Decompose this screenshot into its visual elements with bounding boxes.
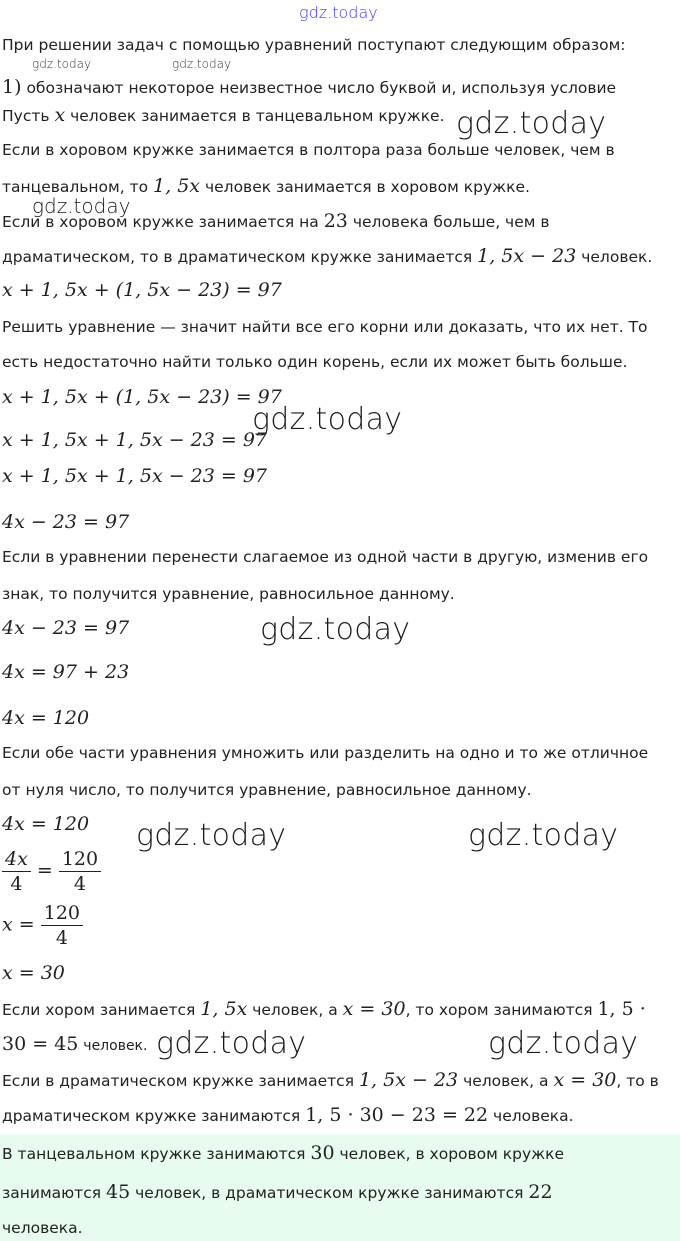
result-choir-line-1 — [2, 998, 646, 1020]
step-1-text: обозначают некоторое неизвестное число буквой и, используя условие — [26, 79, 617, 97]
res-drama-b: человек, а — [463, 1072, 549, 1090]
math-one-five-x: 1, 5x — [153, 175, 201, 197]
move-line-1: Если в уравнении перенести слагаемое из одной части в другую, изменив его — [2, 548, 649, 566]
ans-c: занимаются — [2, 1184, 102, 1202]
math-30: 30 — [310, 1142, 335, 1164]
math-x-eq-30: x = 30 — [342, 998, 406, 1020]
math-drama-expr-2: 1, 5x − 23 — [358, 1069, 459, 1091]
fraction-2-numerator: 120 — [59, 848, 101, 872]
choir-text-b: человек занимается в хоровом кружке. — [204, 178, 530, 196]
equation-1: x + 1, 5x + (1, 5x − 23) = 97 — [2, 279, 282, 301]
watermark-4: gdz.today — [260, 612, 411, 647]
equation-6: 4x − 23 = 97 — [2, 617, 130, 639]
solve-line-1: Решить уравнение — значит найти все его корни или доказать, что их нет. То — [2, 318, 648, 336]
x-equals: x = — [2, 913, 35, 936]
res-drama-d: драматическом кружке занимаются — [2, 1107, 301, 1125]
equation-8: 4x = 120 — [2, 707, 90, 729]
watermark-small-1: gdz.today — [32, 57, 92, 71]
equation-10: x = 30 — [2, 962, 65, 984]
step-1-number: 1) — [2, 76, 22, 98]
mult-line-1: Если обе части уравнения умножить или разделить на одно и то же отличное — [2, 744, 649, 762]
ans-d: человек, в драматическом кружке занимаются — [135, 1184, 524, 1202]
watermark-3: gdz.today — [252, 402, 403, 437]
drama-text-d: человек. — [581, 248, 653, 266]
ans-a: В танцевальном кружке занимаются — [2, 1145, 306, 1163]
math-choir-calc-a: 1, 5 · — [597, 998, 646, 1020]
equation-4: x + 1, 5x + 1, 5x − 23 = 97 — [2, 465, 268, 487]
solve-line-2: есть недостаточно найти только один корень, если их может быть больше. — [2, 353, 628, 371]
result-choir-line-2 — [2, 1033, 147, 1055]
res-drama-c: , то в — [616, 1072, 659, 1090]
watermark-small-2: gdz.today — [172, 57, 232, 71]
watermark-top: gdz.today — [299, 3, 378, 22]
watermark-2: gdz.today — [32, 194, 131, 218]
choir-text-a: танцевальном, то — [2, 178, 149, 196]
let-line — [2, 104, 445, 126]
fraction-3-numerator: 120 — [41, 902, 83, 926]
drama-text-b: человека больше, чем в — [352, 213, 550, 231]
let-text-b: человек занимается в танцевальном кружке. — [70, 107, 445, 125]
result-drama-line-1 — [2, 1069, 659, 1091]
drama-text-a: Если в хоровом кружке занимается на — [2, 213, 319, 231]
watermark-5: gdz.today — [136, 818, 287, 853]
drama-line-2 — [2, 245, 652, 267]
res-choir-b: человек, а — [252, 1001, 338, 1019]
x-fraction-equation — [2, 902, 83, 949]
math-drama-expr: 1, 5x − 23 — [477, 245, 577, 267]
fraction-120-over-4-b — [41, 902, 83, 949]
math-23: 23 — [323, 210, 348, 232]
drama-line-1 — [2, 210, 550, 232]
choir-line-1: Если в хоровом кружке занимается в полтора раза больше человек, чем в — [2, 141, 615, 159]
fraction-equation — [2, 848, 101, 895]
equation-3: x + 1, 5x + 1, 5x − 23 = 97 — [2, 429, 268, 451]
fraction-2-denominator: 4 — [73, 873, 86, 895]
watermark-8: gdz.today — [488, 1026, 639, 1061]
result-drama-line-2 — [2, 1104, 574, 1126]
fraction-1-denominator: 4 — [10, 873, 23, 895]
answer-line-2 — [2, 1181, 553, 1203]
res-drama-a: Если в драматическом кружке занимается — [2, 1072, 355, 1090]
math-choir-calc-b: 30 = 45 — [2, 1033, 79, 1055]
fraction-3-denominator: 4 — [55, 927, 68, 949]
fraction-4x-over-4 — [2, 848, 31, 895]
watermark-1: gdz.today — [456, 106, 607, 141]
equation-9: 4x = 120 — [2, 813, 90, 835]
fraction-120-over-4 — [59, 848, 101, 895]
answer-line-3: человека. — [2, 1219, 83, 1237]
drama-text-c: драматическом, то в драматическом кружке занимается — [2, 248, 473, 266]
intro-text: При решении задач с помощью уравнений поступают следующим образом: — [2, 36, 626, 54]
math-drama-calc: 1, 5 · 30 − 23 = 22 — [305, 1104, 489, 1126]
math-x-eq-30-2: x = 30 — [553, 1069, 617, 1091]
math-45: 45 — [106, 1181, 131, 1203]
mult-line-2: от нуля число, то получится уравнение, равносильное данному. — [2, 781, 532, 799]
answer-line-1 — [2, 1142, 564, 1164]
math-x: x — [54, 104, 66, 126]
ans-b: человек, в хоровом кружке — [339, 1145, 565, 1163]
watermark-6: gdz.today — [468, 818, 619, 853]
res-drama-e: человека. — [493, 1107, 574, 1125]
math-22: 22 — [528, 1181, 553, 1203]
let-text-a: Пусть — [2, 107, 50, 125]
equals-sign: = — [36, 859, 53, 882]
math-one-five-x-2: 1, 5x — [200, 998, 248, 1020]
move-line-2: знак, то получится уравнение, равносильное данному. — [2, 585, 455, 603]
fraction-1-numerator: 4x — [2, 848, 31, 872]
res-choir-d: человек. — [83, 1038, 148, 1054]
step-1-line — [2, 76, 616, 98]
equation-5: 4x − 23 = 97 — [2, 511, 130, 533]
watermark-7: gdz.today — [156, 1026, 307, 1061]
res-choir-a: Если хором занимается — [2, 1001, 196, 1019]
equation-2: x + 1, 5x + (1, 5x − 23) = 97 — [2, 386, 282, 408]
res-choir-c: , то хором занимаются — [405, 1001, 593, 1019]
equation-7: 4x = 97 + 23 — [2, 661, 130, 683]
